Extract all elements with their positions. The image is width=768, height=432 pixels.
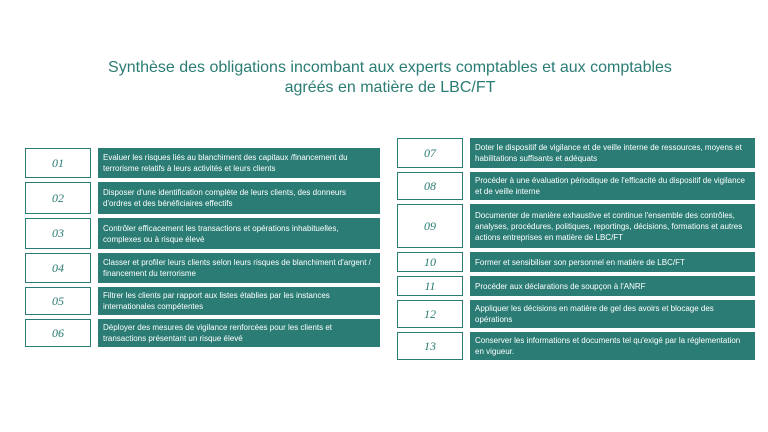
- obligation-number: 03: [25, 218, 91, 249]
- page-title: [60, 58, 720, 98]
- obligation-row: [397, 204, 755, 248]
- obligation-row: [25, 182, 380, 214]
- obligation-text: Procéder à une évaluation périodique de l'efficacité du dispositif de vigilance et de veille interne: [470, 172, 755, 200]
- obligation-number: 11: [397, 276, 463, 296]
- obligation-number: 01: [25, 148, 91, 178]
- obligation-text: Doter le dispositif de vigilance et de veille interne de ressources, moyens et habilitations suffisants et adéquats: [470, 138, 755, 168]
- obligation-text: Documenter de manière exhaustive et continue l'ensemble des contrôles, analyses, procédures, politiques, reportings, décisions, formations et autres actions entreprises en matière de LBC/FT: [470, 204, 755, 248]
- obligation-row: [25, 287, 380, 315]
- obligation-text: Evaluer les risques liés au blanchiment des capitaux /financement du terrorisme relatifs à leurs activités et leurs clients: [98, 148, 380, 178]
- obligation-text: Conserver les informations et documents tel qu'exigé par la réglementation en vigueur.: [470, 332, 755, 360]
- obligation-text: Filtrer les clients par rapport aux listes établies par les instances internationales compétentes: [98, 287, 380, 315]
- obligations-right-column: [397, 138, 755, 364]
- obligation-number: 06: [25, 319, 91, 347]
- obligation-text: Procéder aux déclarations de soupçon à l'ANRF: [470, 276, 755, 296]
- obligation-row: [25, 218, 380, 249]
- obligation-text: Disposer d'une identification complète de leurs clients, des donneurs d'ordres et des bénéficiaires effectifs: [98, 182, 380, 214]
- obligation-row: [25, 253, 380, 283]
- obligation-number: 13: [397, 332, 463, 360]
- obligation-number: 07: [397, 138, 463, 168]
- obligation-number: 08: [397, 172, 463, 200]
- obligation-number: 09: [397, 204, 463, 248]
- obligation-row: [397, 172, 755, 200]
- obligation-number: 10: [397, 252, 463, 272]
- obligation-number: 05: [25, 287, 91, 315]
- title-line-1: Synthèse des obligations incombant aux experts comptables et aux comptables: [108, 59, 672, 76]
- obligation-row: [397, 252, 755, 272]
- obligation-row: [397, 138, 755, 168]
- obligation-row: [397, 332, 755, 360]
- obligation-text: Classer et profiler leurs clients selon leurs risques de blanchiment d'argent / financement du terrorisme: [98, 253, 380, 283]
- obligation-row: [397, 276, 755, 296]
- obligation-row: [397, 300, 755, 328]
- obligation-text: Déployer des mesures de vigilance renforcées pour les clients et transactions présentant un risque élevé: [98, 319, 380, 347]
- title-line-2: agréés en matière de LBC/FT: [284, 79, 496, 96]
- obligation-text: Contrôler efficacement les transactions et opérations inhabituelles, complexes ou à risque élevé: [98, 218, 380, 249]
- obligation-number: 12: [397, 300, 463, 328]
- obligation-row: [25, 319, 380, 347]
- obligation-number: 04: [25, 253, 91, 283]
- obligations-left-column: [25, 148, 380, 351]
- obligation-row: [25, 148, 380, 178]
- obligation-text: Former et sensibiliser son personnel en matière de LBC/FT: [470, 252, 755, 272]
- obligation-number: 02: [25, 182, 91, 214]
- obligation-text: Appliquer les décisions en matière de gel des avoirs et blocage des opérations: [470, 300, 755, 328]
